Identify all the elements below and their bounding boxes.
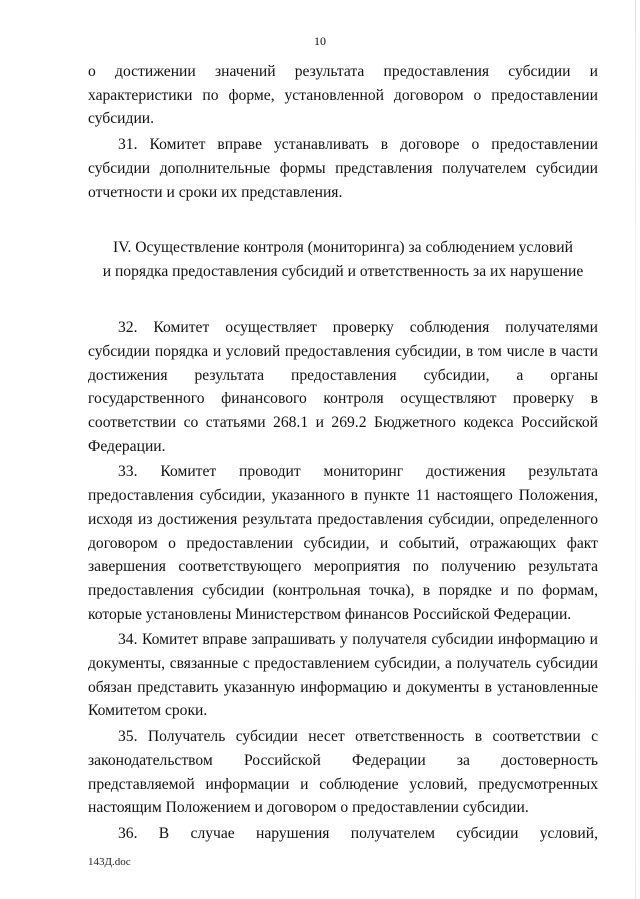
file-name-footer: 143Д.doc: [88, 856, 131, 868]
paragraph-31: 31. Комитет вправе устанавливать в договоре о предоставлении субсидии дополнительные формы представления получателем субсидии отчетности и сроки их представления.: [88, 136, 598, 201]
paragraph-35: 35. Получатель субсидии несет ответственность в соответствии с законодательством Российской Федерации за достоверность представляемой информации и соблюдение условий, предусмотренных настоящим Положением и договором о предоставлении субсидии.: [88, 728, 598, 817]
page-number: 10: [314, 34, 326, 48]
page-edge: [635, 0, 636, 899]
paragraph-continuation: о достижении значений результата предоставления субсидии и характеристики по форме, установленной договором о предоставлении субсидии.: [88, 63, 598, 128]
paragraph-36: 36. В случае нарушения получателем субсидии условий,: [118, 824, 598, 842]
section-heading: [88, 236, 598, 284]
section-heading-line-2: и порядка предоставления субсидий и ответственность за их нарушение: [102, 263, 584, 281]
paragraph-32: 32. Комитет осуществляет проверку соблюдения получателями субсидии порядка и условий предоставления субсидии, в том числе в части достижения результата предоставления субсидии, а органы государственного финансового контроля осуществляют проверку в соответствии со статьями 268.1 и 269.2 Бюджетного кодекса Российской Федерации.: [88, 319, 598, 455]
paragraph-33: 33. Комитет проводит мониторинг достижения результата предоставления субсидии, указанного в пункте 11 настоящего Положения, исходя из достижения результата предоставления субсидии, определенного договором о предоставлении субсидии, и событий, отражающих факт завершения соответствующего мероприятия по получению результата предоставления субсидии (контрольная точка), в порядке и по формам, которые установлены Министерством финансов Российской Федерации.: [88, 463, 598, 623]
paragraph-34: 34. Комитет вправе запрашивать у получателя субсидии информацию и документы, связанные с предоставлением субсидии, а получатель субсидии обязан представить указанную информацию и документы в установленные Комитетом сроки.: [88, 631, 598, 720]
section-heading-line-1: IV. Осуществление контроля (мониторинга) за соблюдением условий: [113, 239, 573, 257]
document-body: [88, 60, 598, 846]
